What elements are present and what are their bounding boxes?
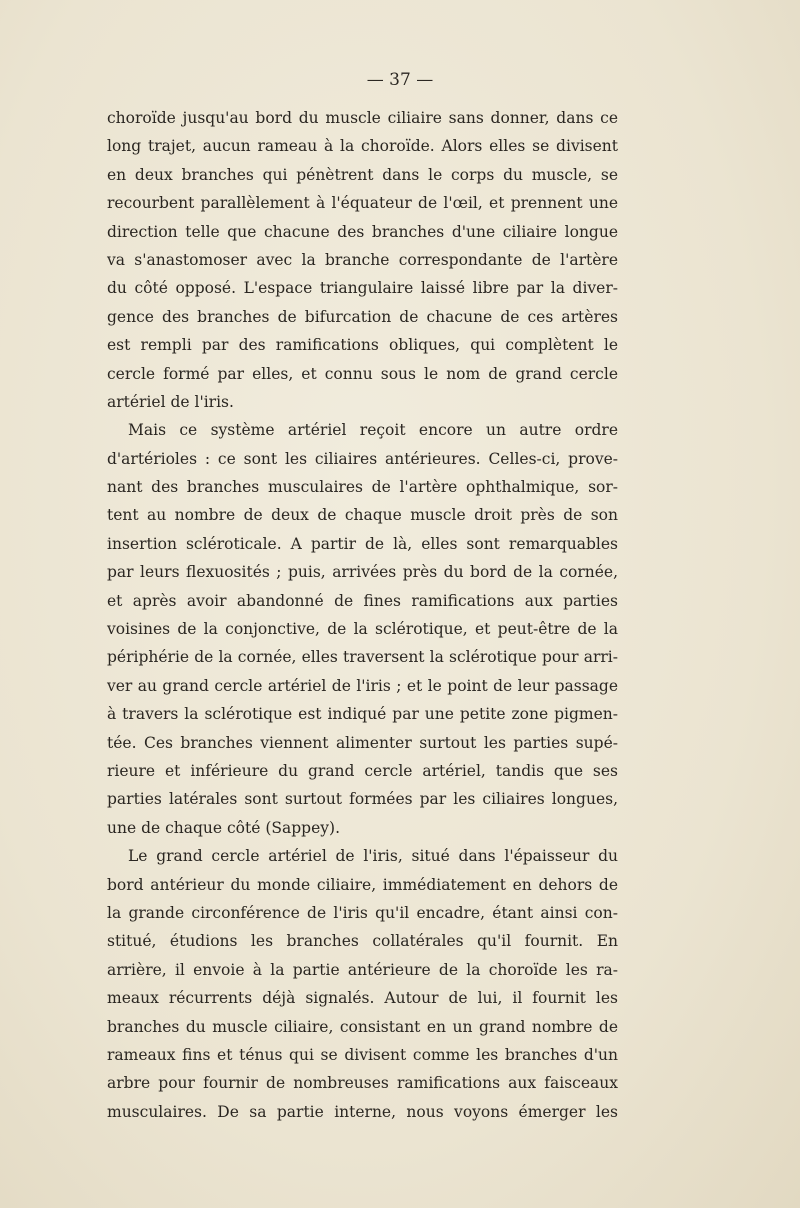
text-line: tent au nombre de deux de chaque muscle droit près de son [107, 506, 618, 525]
text-line: d'artérioles : ce sont les ciliaires antérieures. Celles-ci, prove- [107, 449, 618, 468]
text-line: parties latérales sont surtout formées par les ciliaires longues, [107, 790, 618, 809]
text-line: gence des branches de bifurcation de chacune de ces artères [107, 307, 618, 326]
text-line: est rempli par des ramifications obliques, qui complètent le [107, 336, 618, 355]
text-line: branches du muscle ciliaire, consistant en un grand nombre de [107, 1017, 618, 1036]
text-line: musculaires. De sa partie interne, nous voyons émerger les [107, 1102, 618, 1121]
text-line: cercle formé par elles, et connu sous le nom de grand cercle [107, 364, 618, 383]
text-line: périphérie de la cornée, elles traversent la sclérotique pour arri- [107, 648, 618, 667]
body-text [107, 104, 618, 1126]
text-line: arrière, il envoie à la partie antérieure de la choroïde les ra- [107, 960, 618, 979]
text-line: bord antérieur du monde ciliaire, immédiatement en dehors de [107, 875, 618, 894]
text-line: Le grand cercle artériel de l'iris, situé dans l'épaisseur du [128, 847, 618, 866]
text-line: stitué, étudions les branches collatérales qu'il fournit. En [107, 932, 618, 951]
text-line: voisines de la conjonctive, de la sclérotique, et peut-être de la [107, 620, 618, 639]
text-line: en deux branches qui pénètrent dans le corps du muscle, se [107, 165, 618, 184]
text-line: tée. Ces branches viennent alimenter surtout les parties supé- [107, 733, 618, 752]
text-line: choroïde jusqu'au bord du muscle ciliaire sans donner, dans ce [107, 109, 618, 127]
text-line: une de chaque côté (Sappey). [107, 818, 340, 837]
text-line: à travers la sclérotique est indiqué par une petite zone pigmen- [107, 705, 618, 724]
text-line: arbre pour fournir de nombreuses ramifications aux faisceaux [107, 1074, 618, 1093]
text-line: Mais ce système artériel reçoit encore un autre ordre [128, 421, 618, 440]
text-line: meaux récurrents déjà signalés. Autour de lui, il fournit les [107, 989, 618, 1008]
text-line: nant des branches musculaires de l'artère ophthalmique, sor- [107, 478, 618, 497]
text-line: ver au grand cercle artériel de l'iris ; et le point de leur passage [107, 676, 618, 695]
text-line: rieure et inférieure du grand cercle artériel, tandis que ses [107, 761, 618, 780]
text-line: direction telle que chacune des branches d'une ciliaire longue [107, 222, 618, 241]
text-line: recourbent parallèlement à l'équateur de l'œil, et prennent une [107, 194, 618, 213]
text-line: insertion scléroticale. A partir de là, elles sont remarquables [107, 534, 618, 553]
text-line: la grande circonférence de l'iris qu'il encadre, étant ainsi con- [107, 903, 618, 922]
text-line: long trajet, aucun rameau à la choroïde. Alors elles se divisent [107, 137, 618, 156]
text-line: et après avoir abandonné de fines ramifications aux parties [107, 591, 618, 610]
text-line: va s'anastomoser avec la branche correspondante de l'artère [107, 250, 618, 269]
page-number: — 37 — [366, 70, 434, 90]
text-line: par leurs flexuosités ; puis, arrivées près du bord de la cornée, [107, 563, 618, 582]
text-line: artériel de l'iris. [107, 392, 234, 411]
text-line: du côté opposé. L'espace triangulaire laissé libre par la diver- [107, 279, 618, 298]
text-line: rameaux fins et ténus qui se divisent comme les branches d'un [107, 1045, 618, 1064]
